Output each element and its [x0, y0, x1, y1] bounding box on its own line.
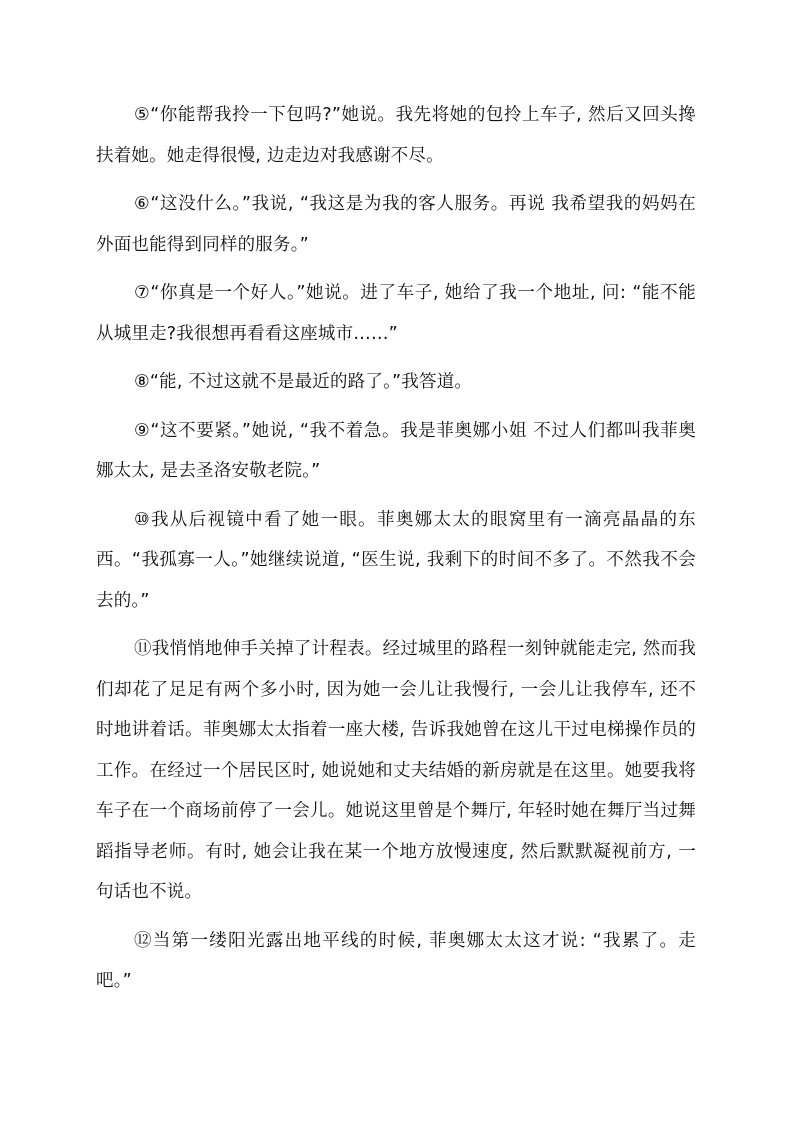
paragraph-12: ⑫当第一缕阳光露出地平线的时候, 菲奥娜太太这才说: “我累了。走吧。”	[96, 930, 696, 991]
paragraph-6: ⑥“这没什么。”我说, “我这是为我的客人服务。再说 我希望我的妈妈在外面也能得到同样的服务。”	[96, 194, 696, 255]
paragraph-9: ⑨“这不要紧。”她说, “我不着急。我是菲奥娜小姐 不过人们都叫我菲奥娜太太, 是去圣洛安敬老院。”	[96, 420, 696, 481]
paragraph-5: ⑤“你能帮我拎一下包吗?”她说。我先将她的包拎上车子, 然后又回头搀扶着她。她走得很慢, 边走边对我感谢不尽。	[96, 105, 696, 166]
paragraph-8: ⑧“能, 不过这就不是最近的路了。”我答道。	[134, 372, 473, 392]
paragraph-7: ⑦“你真是一个好人。”她说。进了车子, 她给了我一个地址, 问: “能不能从城里走?我很想再看看这座城市……”	[96, 283, 696, 344]
paragraph-11: ⑪我悄悄地伸手关掉了计程表。经过城里的路程一刻钟就能走完, 然而我们却花了足足有两个多小时, 因为她一会儿让我慢行, 一会儿让我停车, 还不时地讲着话。菲奥娜太太指着一座大楼, 告诉我她曾在这儿干过电梯操作员的工作。在经过一个居民区时, 她说她和丈夫结婚的新房就是在这里。她要我将车子在一个商场前停了一会儿。她说这里曾是个舞厅, 年轻时她在舞厅当过舞蹈指导老师。有时, 她会让我在某一个地方放慢速度, 然后默默凝视前方, 一句话也不说。	[96, 639, 696, 902]
paragraph-10: ⑩我从后视镜中看了她一眼。菲奥娜太太的眼窝里有一滴亮晶晶的东西。“我孤寡一人。”她继续说道, “医生说, 我剩下的时间不多了。不然我不会去的。”	[96, 509, 696, 611]
document-page	[96, 95, 696, 1010]
